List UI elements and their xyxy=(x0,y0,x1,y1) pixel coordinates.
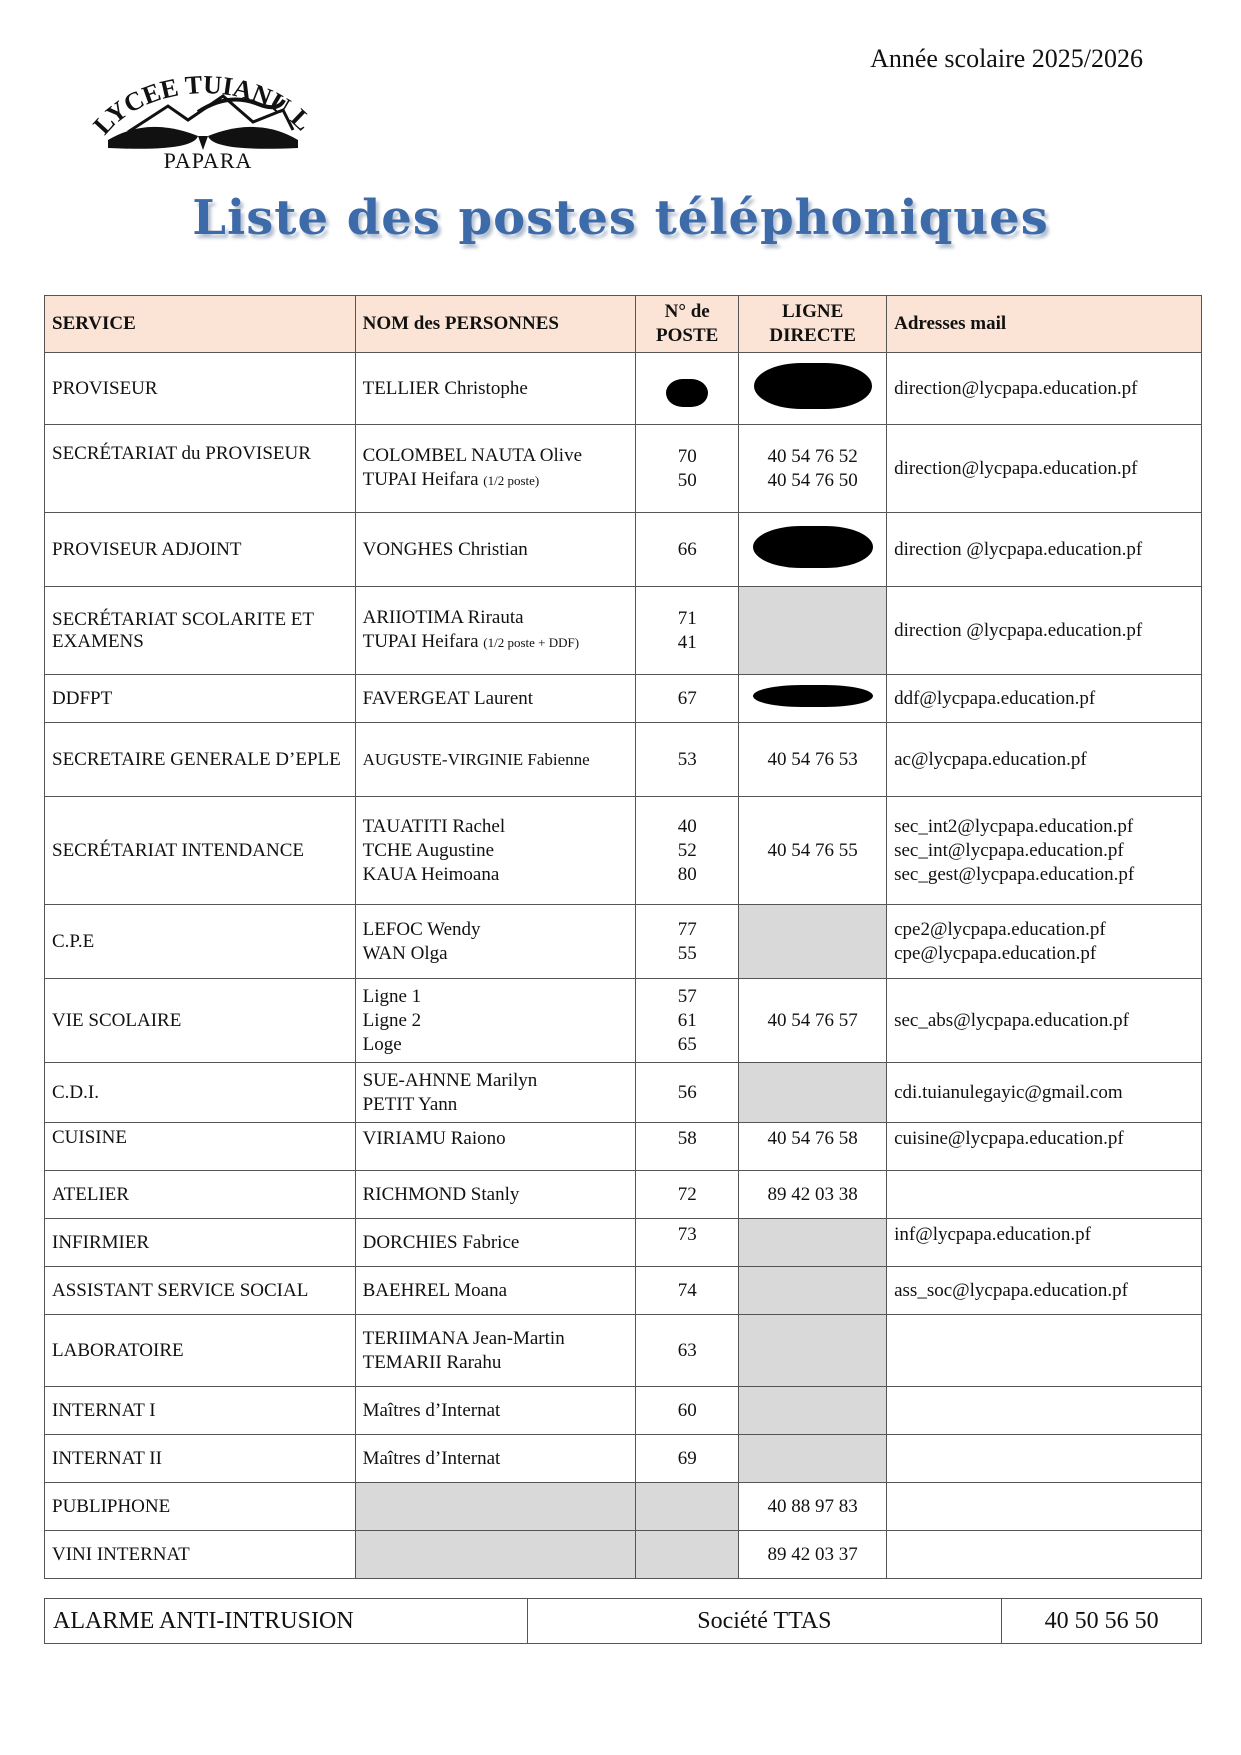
cell-mail-empty xyxy=(887,1387,1202,1435)
cell-poste: 69 xyxy=(636,1435,739,1483)
cell-names: AUGUSTE-VIRGINIE Fabienne xyxy=(355,723,636,797)
table-row xyxy=(45,425,1202,513)
cell-service: ASSISTANT SERVICE SOCIAL xyxy=(45,1267,356,1315)
cell-mail: direction @lycpapa.education.pf xyxy=(887,587,1202,675)
cell-names: TERIIMANA Jean-Martin TEMARII Rarahu xyxy=(355,1315,636,1387)
cell-poste: 58 xyxy=(636,1123,739,1171)
cell-mail: cdi.tuianulegayic@gmail.com xyxy=(887,1063,1202,1123)
cell-direct-empty xyxy=(739,1267,887,1315)
phone-directory-table xyxy=(44,295,1202,1579)
cell-poste: 40 52 80 xyxy=(636,797,739,905)
cell-names: DORCHIES Fabrice xyxy=(355,1219,636,1267)
cell-names: LEFOC Wendy WAN Olga xyxy=(355,905,636,979)
cell-mail-empty xyxy=(887,1435,1202,1483)
cell-mail: direction @lycpapa.education.pf xyxy=(887,513,1202,587)
table-header-row xyxy=(45,296,1202,353)
cell-names: BAEHREL Moana xyxy=(355,1267,636,1315)
cell-names: FAVERGEAT Laurent xyxy=(355,675,636,723)
cell-mail: sec_abs@lycpapa.education.pf xyxy=(887,979,1202,1063)
cell-poste: 70 50 xyxy=(636,425,739,513)
logo-emblem xyxy=(88,40,348,155)
cell-direct: 89 42 03 37 xyxy=(739,1531,887,1579)
cell-mail-empty xyxy=(887,1315,1202,1387)
cell-names: SUE-AHNNE Marilyn PETIT Yann xyxy=(355,1063,636,1123)
cell-poste-empty xyxy=(636,1483,739,1531)
cell-direct-empty xyxy=(739,1387,887,1435)
cell-poste: 56 xyxy=(636,1063,739,1123)
cell-mail: direction@lycpapa.education.pf xyxy=(887,425,1202,513)
table-row xyxy=(45,905,1202,979)
alarm-label: ALARME ANTI-INTRUSION xyxy=(45,1599,528,1644)
redacted-mark xyxy=(754,363,872,409)
cell-service: INTERNAT II xyxy=(45,1435,356,1483)
cell-direct: 40 54 76 55 xyxy=(739,797,887,905)
table-row xyxy=(45,675,1202,723)
cell-service: INTERNAT I xyxy=(45,1387,356,1435)
cell-service: LABORATOIRE xyxy=(45,1315,356,1387)
cell-mail-empty xyxy=(887,1483,1202,1531)
alarm-company: Société TTAS xyxy=(527,1599,1002,1644)
cell-direct xyxy=(739,513,887,587)
cell-direct: 40 54 76 53 xyxy=(739,723,887,797)
cell-mail: inf@lycpapa.education.pf xyxy=(887,1219,1202,1267)
table-row xyxy=(45,979,1202,1063)
cell-names: VIRIAMU Raiono xyxy=(355,1123,636,1171)
cell-service: ATELIER xyxy=(45,1171,356,1219)
cell-service: SECRÉTARIAT SCOLARITE ET EXAMENS xyxy=(45,587,356,675)
cell-poste: 57 61 65 xyxy=(636,979,739,1063)
cell-mail: sec_int2@lycpapa.education.pf sec_int@lycpapa.education.pf sec_gest@lycpapa.education.pf xyxy=(887,797,1202,905)
school-year: Année scolaire 2025/2026 xyxy=(870,44,1143,73)
cell-mail: ddf@lycpapa.education.pf xyxy=(887,675,1202,723)
cell-direct-empty xyxy=(739,587,887,675)
cell-poste: 73 xyxy=(636,1219,739,1267)
header-service: SERVICE xyxy=(45,296,356,353)
cell-direct: 40 54 76 52 40 54 76 50 xyxy=(739,425,887,513)
cell-direct: 40 54 76 58 xyxy=(739,1123,887,1171)
cell-mail: ac@lycpapa.education.pf xyxy=(887,723,1202,797)
cell-mail-empty xyxy=(887,1171,1202,1219)
cell-names: COLOMBEL NAUTA Olive TUPAI Heifara (1/2 poste) xyxy=(355,425,636,513)
alarm-table xyxy=(44,1598,1202,1644)
cell-names-empty xyxy=(355,1483,636,1531)
table-row xyxy=(45,587,1202,675)
cell-mail-empty xyxy=(887,1531,1202,1579)
cell-direct xyxy=(739,353,887,425)
logo-town: PAPARA xyxy=(163,148,253,173)
table-row xyxy=(45,1123,1202,1171)
cell-direct: 89 42 03 38 xyxy=(739,1171,887,1219)
cell-poste-empty xyxy=(636,1531,739,1579)
cell-service: SECRÉTARIAT du PROVISEUR xyxy=(45,425,356,513)
cell-service: DDFPT xyxy=(45,675,356,723)
page-title: Liste des postes téléphoniques xyxy=(192,190,1049,246)
cell-poste: 60 xyxy=(636,1387,739,1435)
header-direct-line: LIGNE DIRECTE xyxy=(739,296,887,353)
table-row xyxy=(45,1531,1202,1579)
cell-direct: 40 54 76 57 xyxy=(739,979,887,1063)
cell-names: ARIIOTIMA Rirauta TUPAI Heifara (1/2 poste + DDF) xyxy=(355,587,636,675)
cell-mail: ass_soc@lycpapa.education.pf xyxy=(887,1267,1202,1315)
logo-arc-text: LYCEE TUIANU L xyxy=(88,69,318,141)
table-row xyxy=(45,1387,1202,1435)
cell-direct-empty xyxy=(739,1315,887,1387)
cell-direct-empty xyxy=(739,905,887,979)
cell-service: PUBLIPHONE xyxy=(45,1483,356,1531)
redacted-mark xyxy=(753,526,873,568)
cell-poste: 72 xyxy=(636,1171,739,1219)
table-row xyxy=(45,1315,1202,1387)
cell-service: C.D.I. xyxy=(45,1063,356,1123)
cell-names: Ligne 1 Ligne 2 Loge xyxy=(355,979,636,1063)
redacted-mark xyxy=(666,379,708,407)
cell-direct-empty xyxy=(739,1435,887,1483)
table-row xyxy=(45,1171,1202,1219)
cell-names: Maîtres d’Internat xyxy=(355,1435,636,1483)
cell-poste: 77 55 xyxy=(636,905,739,979)
cell-names: TELLIER Christophe xyxy=(355,353,636,425)
cell-mail: direction@lycpapa.education.pf xyxy=(887,353,1202,425)
cell-service: CUISINE xyxy=(45,1123,356,1171)
cell-service: VINI INTERNAT xyxy=(45,1531,356,1579)
cell-names: VONGHES Christian xyxy=(355,513,636,587)
header-poste: N° de POSTE xyxy=(636,296,739,353)
table-row xyxy=(45,1483,1202,1531)
table-row xyxy=(45,797,1202,905)
redacted-mark xyxy=(753,685,873,707)
cell-service: INFIRMIER xyxy=(45,1219,356,1267)
cell-poste xyxy=(636,353,739,425)
alarm-row xyxy=(45,1599,1202,1644)
alarm-phone: 40 50 56 50 xyxy=(1002,1599,1202,1644)
cell-direct-empty xyxy=(739,1063,887,1123)
cell-names: RICHMOND Stanly xyxy=(355,1171,636,1219)
cell-service: PROVISEUR xyxy=(45,353,356,425)
table-row xyxy=(45,1219,1202,1267)
cell-service: C.P.E xyxy=(45,905,356,979)
table-row xyxy=(45,513,1202,587)
table-row xyxy=(45,353,1202,425)
cell-mail: cuisine@lycpapa.education.pf xyxy=(887,1123,1202,1171)
cell-poste: 66 xyxy=(636,513,739,587)
cell-names: TAUATITI Rachel TCHE Augustine KAUA Heimoana xyxy=(355,797,636,905)
cell-names: Maîtres d’Internat xyxy=(355,1387,636,1435)
cell-poste: 74 xyxy=(636,1267,739,1315)
school-logo xyxy=(88,40,348,180)
cell-service: SECRETAIRE GENERALE D’EPLE xyxy=(45,723,356,797)
cell-poste: 63 xyxy=(636,1315,739,1387)
table-row xyxy=(45,723,1202,797)
table-row xyxy=(45,1063,1202,1123)
table-row xyxy=(45,1435,1202,1483)
cell-direct xyxy=(739,675,887,723)
cell-poste: 53 xyxy=(636,723,739,797)
table-row xyxy=(45,1267,1202,1315)
cell-direct: 40 88 97 83 xyxy=(739,1483,887,1531)
header-names: NOM des PERSONNES xyxy=(355,296,636,353)
cell-mail: cpe2@lycpapa.education.pf cpe@lycpapa.education.pf xyxy=(887,905,1202,979)
cell-direct-empty xyxy=(739,1219,887,1267)
header-mail: Adresses mail xyxy=(887,296,1202,353)
cell-poste: 67 xyxy=(636,675,739,723)
cell-names-empty xyxy=(355,1531,636,1579)
cell-poste: 71 41 xyxy=(636,587,739,675)
cell-service: VIE SCOLAIRE xyxy=(45,979,356,1063)
cell-service: PROVISEUR ADJOINT xyxy=(45,513,356,587)
cell-service: SECRÉTARIAT INTENDANCE xyxy=(45,797,356,905)
